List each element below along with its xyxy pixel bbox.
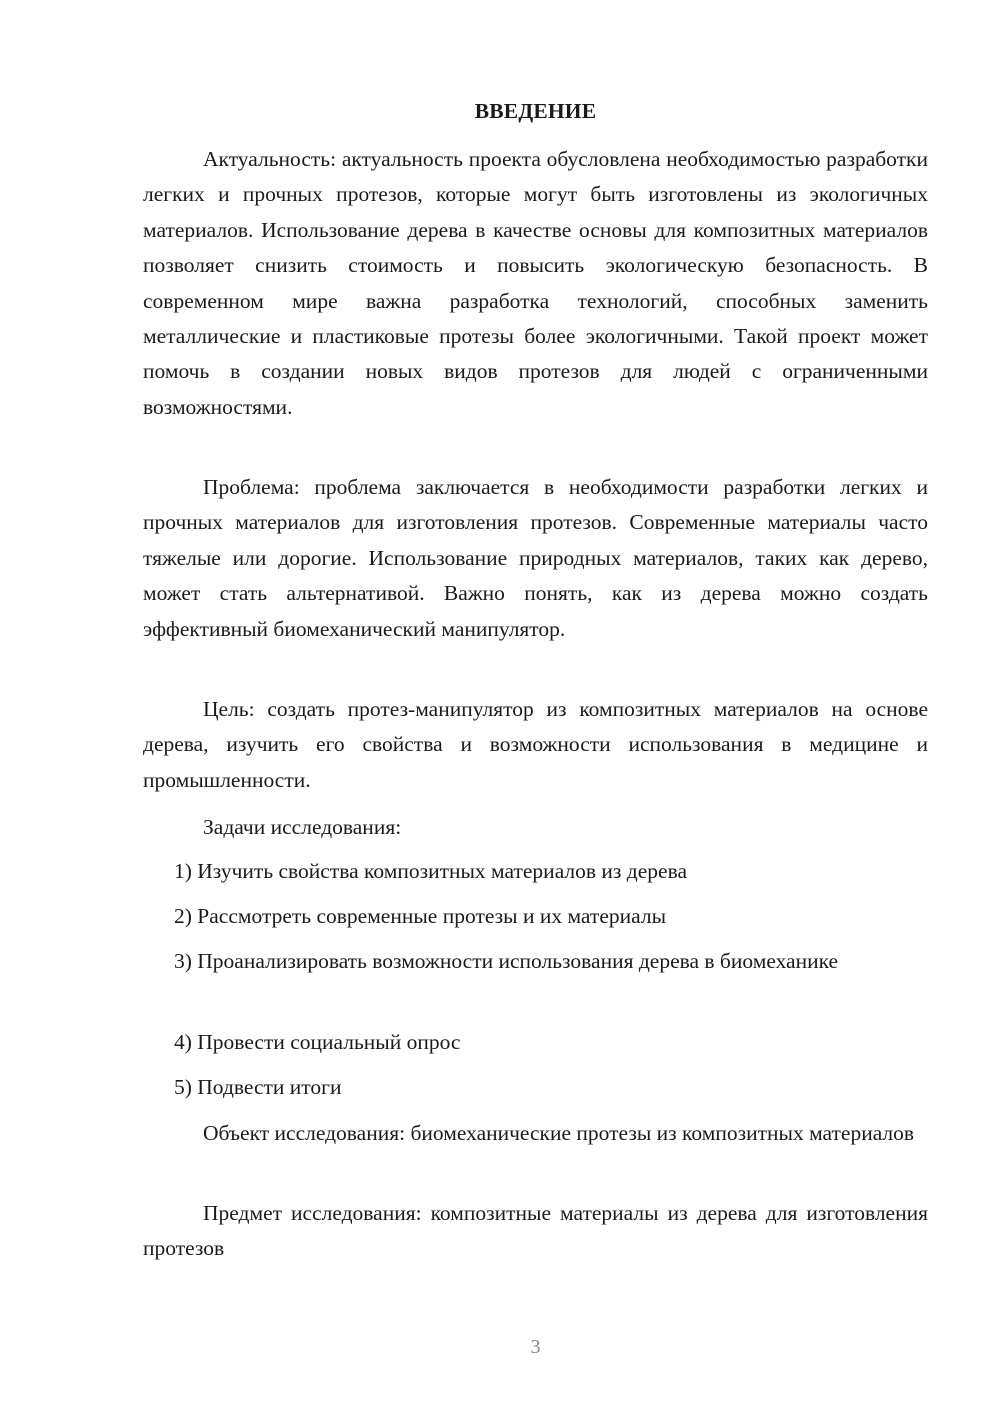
relevance-paragraph: Актуальность: актуальность проекта обусловлена необходимостью разработки легких и прочных протезов, которые могут быть изготовлены из экологичных материалов. Использование дерева в качестве основы для композитных материалов позволяет снизить стоимость и повысить экологическую безопасность. В современном мире важна разработка технологий, способных заменить металлические и пластиковые протезы более экологичными. Такой проект может помочь в создании новых видов протезов для людей с ограниченными возможностями. <box>143 147 928 419</box>
problem-paragraph: Проблема: проблема заключается в необходимости разработки легких и прочных материалов для изготовления протезов. Современные материалы часто тяжелые или дорогие. Использование природных материалов, таких как дерево, может стать альтернативой. Важно понять, как из дерева можно создать эффективный биомеханический манипулятор. <box>143 475 928 641</box>
task-item: 4) Провести социальный опрос <box>174 1030 461 1054</box>
document-page <box>143 0 928 1414</box>
task-item: 3) Проанализировать возможности использования дерева в биомеханике <box>174 949 839 973</box>
task-item: 2) Рассмотреть современные протезы и их материалы <box>174 904 667 928</box>
goal-paragraph: Цель: создать протез-манипулятор из композитных материалов на основе дерева, изучить его свойства и возможности использования в медицине и промышленности. <box>143 697 928 792</box>
page-title: ВВЕДЕНИЕ <box>474 99 597 123</box>
task-item: 5) Подвести итоги <box>174 1075 342 1099</box>
tasks-heading: Задачи исследования: <box>203 815 402 839</box>
subject-paragraph: Предмет исследования: композитные материалы из дерева для изготовления протезов <box>143 1201 928 1261</box>
task-item: 1) Изучить свойства композитных материалов из дерева <box>174 859 687 883</box>
page-number: 3 <box>530 1336 541 1358</box>
object-paragraph: Объект исследования: биомеханические протезы из композитных материалов <box>203 1121 915 1145</box>
